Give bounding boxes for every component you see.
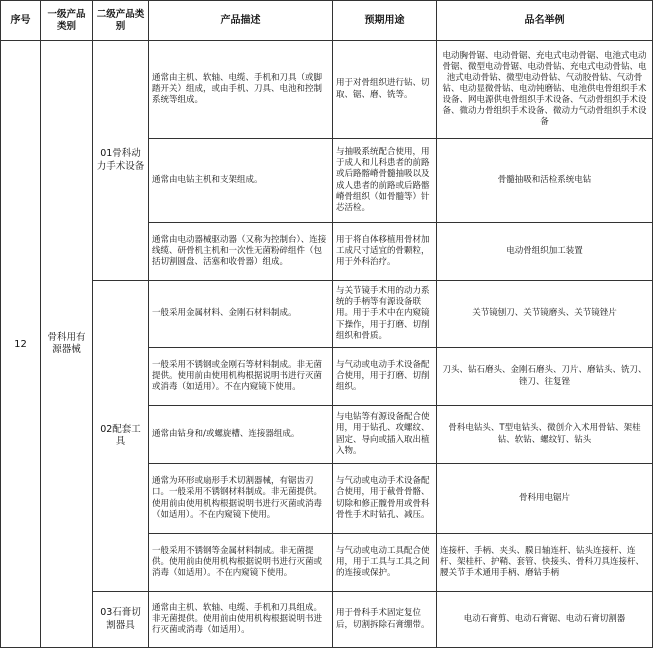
examples-cell: 骨髓抽吸和活检系统电钻	[437, 139, 653, 223]
description-cell: 一般采用金属材料、金刚石材料制成。	[149, 281, 333, 348]
examples-cell: 刀头、钻石磨头、金刚石磨头、刀片、磨钻头、铣刀、锉刀、往复锉	[437, 348, 653, 406]
intended-use-cell: 与抽吸系统配合使用，用于成人和儿科患者的前路或后路髂嵴骨髓抽吸以及成人患者的前路或后路髂嵴骨组织（如骨髓等）针芯活检。	[333, 139, 437, 223]
intended-use-cell: 用于将自体移植用骨材加工成尺寸适宜的骨颗粒，用于外科治疗。	[333, 223, 437, 281]
intended-use-cell: 与气动或电动手术设备配合使用，用于截骨骨骼、切除和修正髋骨用或骨科骨性手术时钻孔、减压。	[333, 464, 437, 534]
examples-cell: 关节镜刨刀、关节镜磨头、关节镜锉片	[437, 281, 653, 348]
intended-use-cell: 与气动或电动工具配合使用，用于工具与工具之间的连接或保护。	[333, 534, 437, 592]
intended-use-cell: 与电钻等有源设备配合使用，用于钻孔、攻螺纹、固定、导向或插入取出植入物。	[333, 406, 437, 464]
header-description: 产品描述	[149, 1, 333, 41]
description-cell: 通常由主机、软轴、电缆、手机和刀具（或脚踏开关）组成，或由手机、刀具、电池和控制系统等组成。	[149, 41, 333, 139]
description-cell: 通常为环形或扇形手术切割器械，有锯齿刃口。一般采用不锈钢材料制成。非无菌提供。使用前由使用机构根据说明书进行灭菌或消毒（如适用）。不在内窥镜下使用。	[149, 464, 333, 534]
table-row	[1, 41, 653, 139]
examples-cell: 骨科电钻头、T型电钻头、微创介入术用骨钻、架桂钻、软钻、螺纹钉、钻头	[437, 406, 653, 464]
header-examples: 品名举例	[437, 1, 653, 41]
category-2-accessory-tools: 02配套工具	[93, 281, 149, 592]
examples-cell: 电动胸骨锯、电动骨锯、充电式电动骨锯、电池式电动骨锯、微型电动骨锯、电动骨钻、充电式电动骨钻、电池式电动骨钻、微型电动骨钻、气动胶骨钻、气动骨钻、电动显微骨钻、电动钝磨钻、电池供电骨组织手术设备、网电源供电骨组织手术设备、气动骨组织手术设备、微动力骨组织手术设备、微动力气动骨组织手术设备	[437, 41, 653, 139]
category-1-cell: 骨科用有源器械	[41, 41, 93, 648]
intended-use-cell: 用于对骨组织进行钻、切取、锯、磨、铣等。	[333, 41, 437, 139]
header-category-2: 二级产品类别	[93, 1, 149, 41]
category-2-cast-cutting: 03石膏切割器具	[93, 592, 149, 648]
category-2-power-equipment: 01骨科动力手术设备	[93, 41, 149, 281]
examples-cell: 连接杆、手柄、夹头、膜日轴连杆、钻头连接杆、连杆、架桂杆、护鞘、套管、快接头、骨科刀具连接杆、腰关节手术通用手柄、磨钻手柄	[437, 534, 653, 592]
intended-use-cell: 与气动或电动手术设备配合使用，用于打磨、切削组织。	[333, 348, 437, 406]
examples-cell: 电动骨组织加工装置	[437, 223, 653, 281]
table-row	[1, 281, 653, 348]
header-seq: 序号	[1, 1, 41, 41]
intended-use-cell: 用于骨科手术固定复位后，切割拆除石膏绷带。	[333, 592, 437, 648]
intended-use-cell: 与关节镜手术用的动力系统的手柄等有源设备联用。用于手术中在内窥镜下操作，用于打磨、切削组织和骨质。	[333, 281, 437, 348]
description-cell: 通常由电动器械驱动器（又称为控制台）、连接线缆、研骨机主机和一次性无菌粉碎组件（包括切割圆盘、活塞和收骨器）组成。	[149, 223, 333, 281]
header-intended-use: 预期用途	[333, 1, 437, 41]
header-row	[1, 1, 653, 41]
description-cell: 一般采用不锈钢或金刚石等材料制成。非无菌提供。使用前由使用机构根据说明书进行灭菌或消毒（如适用）。不在内窥镜下使用。	[149, 348, 333, 406]
header-category-1: 一级产品类别	[41, 1, 93, 41]
description-cell: 通常由主机、软轴、电缆、手机和刀具组成。非无菌提供。使用前由使用机构根据说明书进行灭菌或消毒（如适用）。	[149, 592, 333, 648]
seq-cell: 12	[1, 41, 41, 648]
description-cell: 通常由钻身和/或螺旋槽、连接器组成。	[149, 406, 333, 464]
examples-cell: 电动石膏剪、电动石膏锯、电动石膏切割器	[437, 592, 653, 648]
table-row	[1, 592, 653, 648]
description-cell: 通常由电钻主机和支架组成。	[149, 139, 333, 223]
examples-cell: 骨科用电锯片	[437, 464, 653, 534]
description-cell: 一般采用不锈钢等金属材料制成。非无菌提供。使用前由使用机构根据说明书进行灭菌或消毒（如适用）。不在内窥镜下使用。	[149, 534, 333, 592]
